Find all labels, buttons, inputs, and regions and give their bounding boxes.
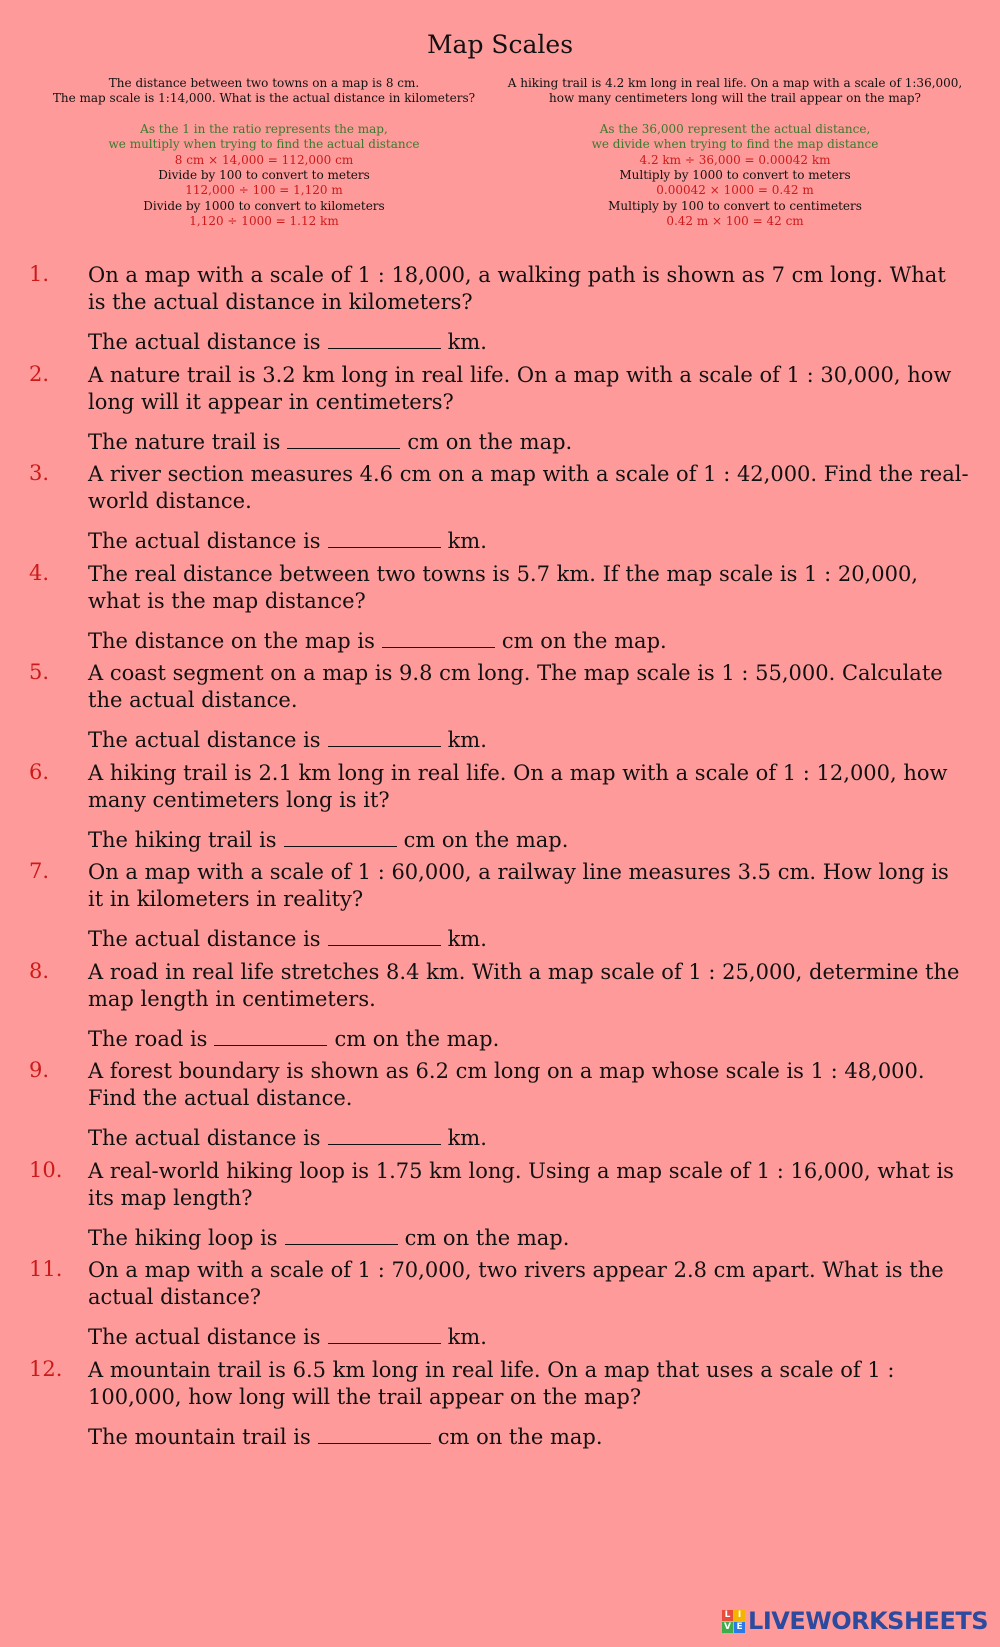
question-12: [29, 1357, 969, 1451]
example-line: The distance between two towns on a map is 8 cm.: [108, 76, 420, 90]
answer-line: [88, 525, 969, 555]
answer-blank-input[interactable]: [328, 724, 441, 747]
question-number: 8.: [29, 959, 50, 983]
answer-blank-input[interactable]: [284, 824, 397, 847]
example-line: A hiking trail is 4.2 km long in real life. On a map with a scale of 1:36,000,: [507, 76, 963, 90]
answer-suffix: cm on the map.: [501, 629, 667, 653]
answer-blank-input[interactable]: [328, 923, 441, 946]
question-text: A hiking trail is 2.1 km long in real life. On a map with a scale of 1 : 12,000, how many centimeters long is it?: [88, 761, 948, 812]
question-number: 11.: [29, 1257, 63, 1281]
example-line: we multiply when trying to find the actual distance: [108, 137, 420, 152]
question-8: [29, 959, 969, 1053]
answer-line: [88, 724, 969, 754]
answer-blank-input[interactable]: [287, 426, 400, 449]
question-4: [29, 561, 969, 655]
question-3: [29, 461, 969, 555]
answer-suffix: km.: [447, 927, 487, 951]
question-text: A nature trail is 3.2 km long in real life. On a map with a scale of 1 : 30,000, how long will it appear in centimeters?: [88, 363, 952, 414]
worked-example-right: [500, 76, 970, 230]
answer-suffix: km.: [447, 1325, 487, 1349]
answer-line: [88, 1421, 969, 1451]
answer-line: [88, 1023, 969, 1053]
answer-prefix: The actual distance is: [88, 927, 321, 951]
answer-blank-input[interactable]: [328, 1321, 441, 1344]
answer-line: [88, 923, 969, 953]
answer-prefix: The mountain trail is: [88, 1425, 311, 1449]
question-7: [29, 859, 969, 953]
question-6: [29, 760, 969, 854]
page-title: Map Scales: [426, 30, 574, 59]
answer-line: [88, 326, 969, 356]
question-text: A forest boundary is shown as 6.2 cm long on a map whose scale is 1 : 48,000. Find the actual distance.: [88, 1059, 925, 1110]
question-text: A road in real life stretches 8.4 km. With a map scale of 1 : 25,000, determine the map length in centimeters.: [88, 960, 960, 1011]
answer-line: [88, 1122, 969, 1152]
question-text: On a map with a scale of 1 : 70,000, two rivers appear 2.8 cm apart. What is the actual distance?: [88, 1258, 944, 1309]
question-text: On a map with a scale of 1 : 18,000, a walking path is shown as 7 cm long. What is the actual distance in kilometers?: [88, 263, 946, 314]
answer-blank-input[interactable]: [214, 1023, 327, 1046]
answer-prefix: The nature trail is: [88, 430, 281, 454]
answer-prefix: The road is: [88, 1027, 208, 1051]
answer-suffix: cm on the map.: [404, 1226, 570, 1250]
answer-line: [88, 1222, 969, 1252]
question-text: A real-world hiking loop is 1.75 km long. Using a map scale of 1 : 16,000, what is its map length?: [88, 1159, 954, 1210]
question-number: 10.: [29, 1158, 63, 1182]
logo-text: LIVEWORKSHEETS: [748, 1607, 988, 1635]
answer-prefix: The distance on the map is: [88, 629, 375, 653]
question-number: 1.: [29, 262, 50, 286]
example-line: 1,120 ÷ 1000 = 1.12 km: [189, 214, 339, 229]
answer-line: [88, 625, 969, 655]
answer-suffix: km.: [447, 330, 487, 354]
answer-prefix: The actual distance is: [88, 728, 321, 752]
example-line: we divide when trying to find the map distance: [591, 137, 879, 152]
answer-blank-input[interactable]: [328, 326, 441, 349]
answer-line: [88, 824, 969, 854]
answer-blank-input[interactable]: [318, 1421, 431, 1444]
question-number: 7.: [29, 859, 50, 883]
answer-line: [88, 426, 969, 456]
question-2: [29, 362, 969, 456]
example-gap: [29, 107, 499, 122]
question-1: [29, 262, 969, 356]
example-line: As the 36,000 represent the actual distance,: [599, 121, 871, 136]
answer-suffix: km.: [447, 1126, 487, 1150]
example-line: 4.2 km ÷ 36,000 = 0.00042 km: [639, 152, 831, 167]
example-line: Divide by 100 to convert to meters: [158, 168, 370, 183]
question-5: [29, 660, 969, 754]
answer-prefix: The hiking trail is: [88, 828, 277, 852]
answer-blank-input[interactable]: [285, 1222, 398, 1245]
example-line: As the 1 in the ratio represents the map,: [140, 121, 388, 136]
question-number: 4.: [29, 561, 50, 585]
question-number: 2.: [29, 362, 50, 386]
answer-suffix: cm on the map.: [403, 828, 569, 852]
example-line: Multiply by 1000 to convert to meters: [619, 168, 851, 183]
question-number: 6.: [29, 760, 50, 784]
example-line: Multiply by 100 to convert to centimeters: [608, 198, 862, 213]
answer-prefix: The actual distance is: [88, 1126, 321, 1150]
example-line: 0.42 m × 100 = 42 cm: [666, 214, 804, 229]
answer-line: [88, 1321, 969, 1351]
example-line: 112,000 ÷ 100 = 1,120 m: [185, 183, 343, 198]
question-text: A coast segment on a map is 9.8 cm long. The map scale is 1 : 55,000. Calculate the actual distance.: [88, 661, 943, 712]
answer-prefix: The actual distance is: [88, 1325, 321, 1349]
answer-suffix: cm on the map.: [334, 1027, 500, 1051]
answer-blank-input[interactable]: [328, 1122, 441, 1145]
example-line: The map scale is 1:14,000. What is the actual distance in kilometers?: [52, 91, 476, 106]
worked-example-left: [29, 76, 499, 230]
example-line: 0.00042 × 1000 = 0.42 m: [656, 183, 814, 198]
liveworksheets-logo: [722, 1607, 988, 1635]
example-line: Divide by 1000 to convert to kilometers: [143, 198, 385, 213]
question-number: 3.: [29, 461, 50, 485]
example-gap: [500, 107, 970, 122]
question-text: On a map with a scale of 1 : 60,000, a railway line measures 3.5 cm. How long is it in kilometers in reality?: [88, 860, 949, 911]
answer-suffix: cm on the map.: [437, 1425, 603, 1449]
question-text: The real distance between two towns is 5.7 km. If the map scale is 1 : 20,000, what is the map distance?: [88, 562, 918, 613]
question-9: [29, 1058, 969, 1152]
answer-suffix: km.: [447, 728, 487, 752]
question-number: 9.: [29, 1058, 50, 1082]
answer-suffix: km.: [447, 529, 487, 553]
answer-prefix: The actual distance is: [88, 330, 321, 354]
answer-blank-input[interactable]: [328, 525, 441, 548]
logo-mark-icon: L I V E: [722, 1610, 745, 1633]
question-10: [29, 1158, 969, 1252]
question-text: A mountain trail is 6.5 km long in real life. On a map that uses a scale of 1 : 100,000, how long will the trail appear on the map?: [88, 1358, 895, 1409]
question-text: A river section measures 4.6 cm on a map with a scale of 1 : 42,000. Find the real-world distance.: [88, 462, 969, 513]
answer-prefix: The hiking loop is: [88, 1226, 278, 1250]
example-line: how many centimeters long will the trail appear on the map?: [549, 91, 921, 106]
answer-blank-input[interactable]: [382, 625, 495, 648]
question-11: [29, 1257, 969, 1351]
example-line: 8 cm × 14,000 = 112,000 cm: [174, 152, 354, 167]
answer-prefix: The actual distance is: [88, 529, 321, 553]
answer-suffix: cm on the map.: [407, 430, 573, 454]
question-number: 12.: [29, 1357, 63, 1381]
question-number: 5.: [29, 660, 50, 684]
